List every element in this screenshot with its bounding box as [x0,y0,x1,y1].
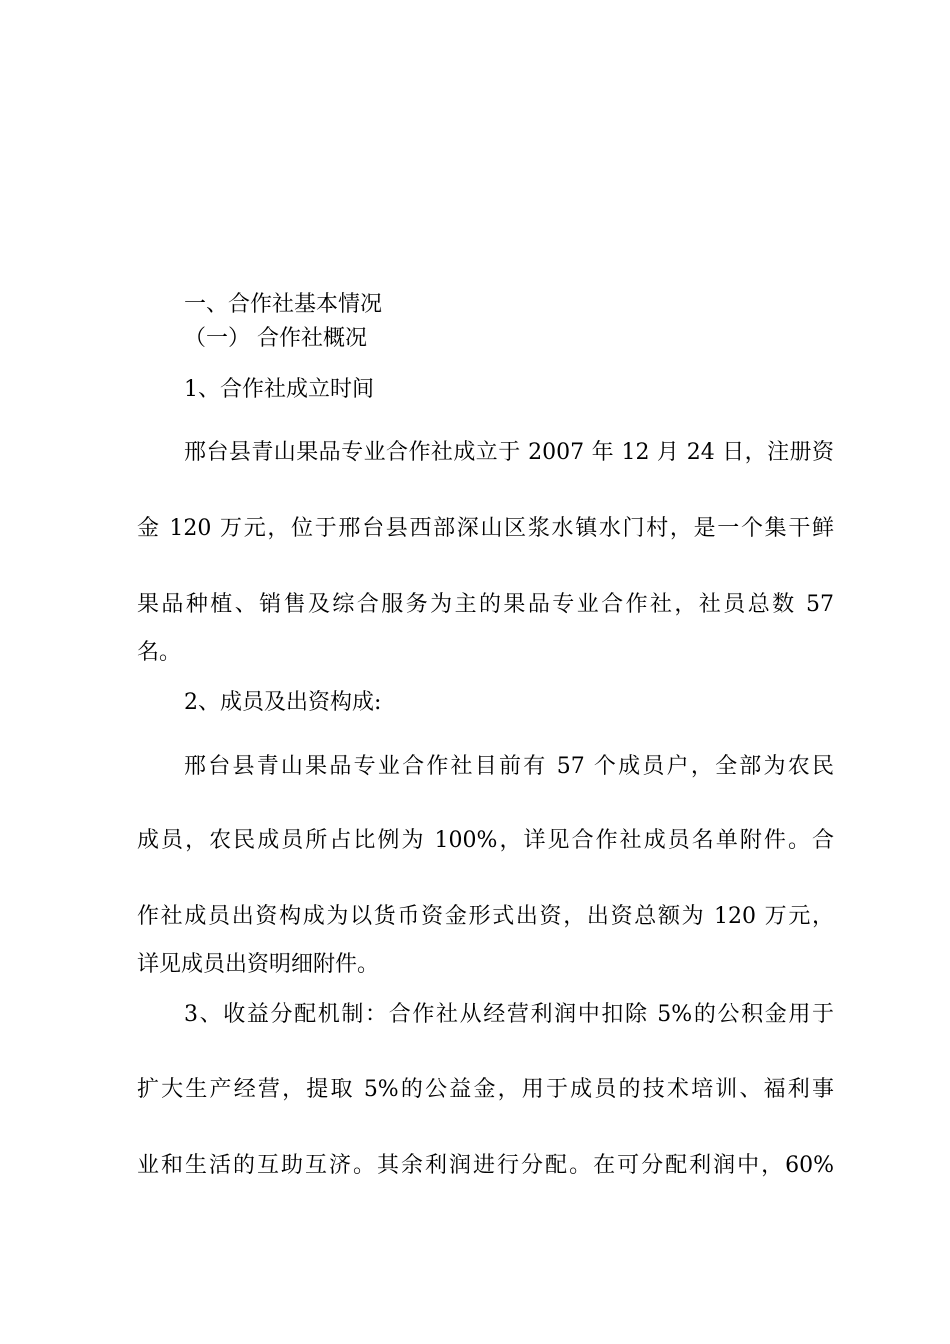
subsection-heading: （一） 合作社概况 [184,326,367,351]
paragraph-2-line-3: 作社成员出资构成为以货币资金形式出资，出资总额为 120 万元， [137,904,834,929]
paragraph-3-line-1: 3、收益分配机制：合作社从经营利润中扣除 5%的公积金用于 [184,1002,834,1027]
paragraph-1-line-3: 果品种植、销售及综合服务为主的果品专业合作社，社员总数 57 [137,592,834,617]
paragraph-1-line-2: 金 120 万元，位于邢台县西部深山区浆水镇水门村，是一个集干鲜 [137,516,834,541]
paragraph-2-line-1: 邢台县青山果品专业合作社目前有 57 个成员户，全部为农民 [184,754,834,779]
paragraph-1-line-1: 邢台县青山果品专业合作社成立于 2007 年 12 月 24 日，注册资 [184,440,834,465]
paragraph-2-line-2: 成员，农民成员所占比例为 100%，详见合作社成员名单附件。合 [137,828,834,853]
section-heading: 一、合作社基本情况 [184,292,383,317]
paragraph-3-line-2: 扩大生产经营，提取 5%的公益金，用于成员的技术培训、福利事 [137,1077,834,1102]
item-2-title: 2、成员及出资构成: [184,690,382,715]
item-1-title: 1、合作社成立时间 [184,377,374,402]
paragraph-1-line-4: 名。 [137,640,182,665]
paragraph-2-line-4: 详见成员出资明细附件。 [137,952,380,977]
paragraph-3-line-3: 业和生活的互助互济。其余利润进行分配。在可分配利润中，60% [137,1153,834,1178]
